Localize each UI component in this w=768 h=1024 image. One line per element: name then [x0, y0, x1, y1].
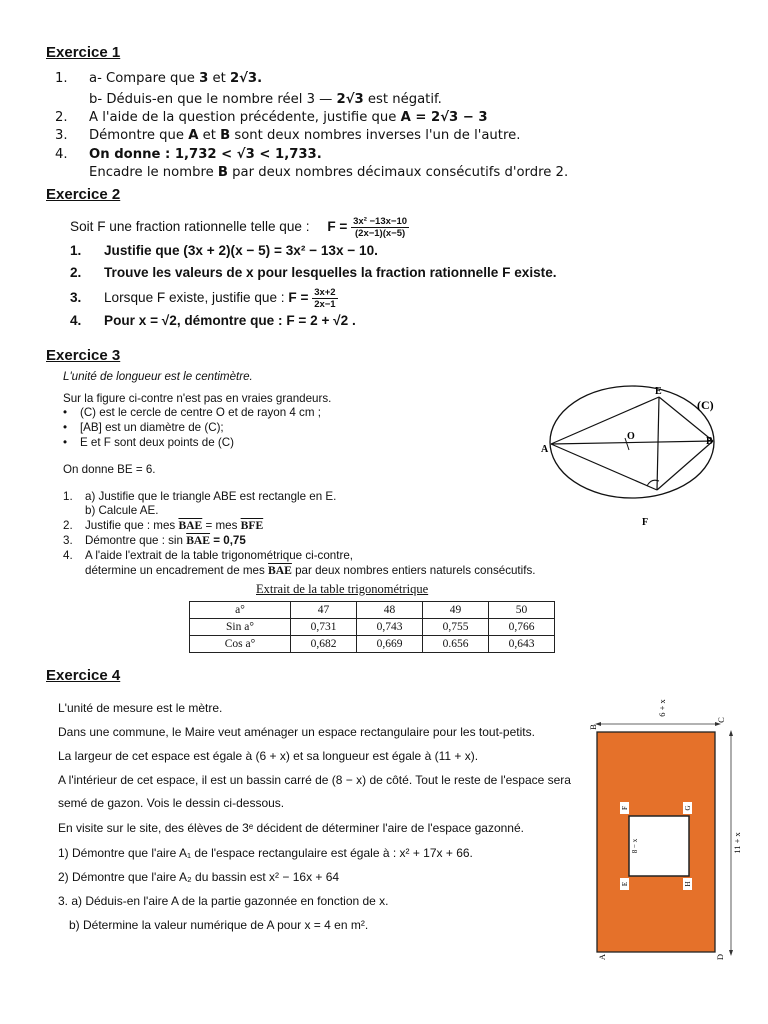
ex2-title: Exercice 2: [46, 186, 121, 203]
ex4-line-1: L'unité de mesure est le mètre.: [58, 701, 223, 715]
trig-table: [189, 601, 555, 653]
segment-af: [551, 444, 657, 490]
ex2-q3: 3. Lorsque F existe, justifie que : F = $\frac{3x+2}{2x-1}$: [70, 287, 336, 310]
label-e: E: [621, 881, 629, 887]
pool-side-label: 8 − x: [631, 838, 639, 854]
ex4-title: Exercice 4: [46, 667, 121, 684]
ex4-q1: 1) Démontre que l'aire A₁ de l'espace rectangulaire est égale à : x² + 17x + 66.: [58, 846, 473, 860]
ex2-fraction: $\frac{\text{3x² −13x−10}}{(2x-1)(x-5)}$: [353, 216, 408, 239]
arrow-up-icon: [729, 730, 733, 736]
label-c: (C): [697, 398, 714, 412]
ex3-q4: 4. A l'aide l'extrait de la table trigonométrique ci-contre,: [63, 549, 354, 562]
segment-ef: [657, 397, 659, 490]
ex3-q4b: détermine un encadrement de mes $\overline{BAE}$ par deux nombres entiers naturels consécutifs.: [85, 564, 536, 577]
ex4-line-5: semé de gazon. Vois le dessin ci-dessous.: [58, 796, 285, 810]
segment-ae: [551, 397, 659, 444]
table-row: Sin a° 0,731 0,743 0,755 0,766: [190, 619, 555, 636]
ex4-line-6: En visite sur le site, des élèves de 3ᵉ décident de déterminer l'aire de l'espace gazonné.: [58, 821, 524, 835]
label-h: H: [684, 881, 692, 887]
label-a: A: [541, 444, 549, 455]
ex3-table-caption: Extrait de la table trigonométrique: [256, 582, 429, 596]
ex4-line-2: Dans une commune, le Maire veut aménager un espace rectangulaire pour les tout-petits.: [58, 725, 535, 739]
label-b: B: [588, 724, 598, 730]
ex3-bullet-3: • E et F sont deux points de (C): [63, 436, 234, 449]
label-o: O: [627, 431, 635, 442]
ex3-bullet-2: • [AB] est un diamètre de (C);: [63, 421, 224, 434]
ex2-q4: 4. Pour x = √2, démontre que : F = 2 + √2 .: [70, 313, 356, 328]
table-row: Cos a° 0,682 0,669 0.656 0,643: [190, 636, 555, 653]
label-f: F: [642, 517, 649, 528]
ex3-given: On donne BE = 6.: [63, 463, 156, 476]
ex1-line-1a: 1. a- Compare que 3 et 2√3.: [55, 71, 263, 86]
label-c: C: [716, 717, 726, 723]
table-row: a° 47 48 49 50: [190, 602, 555, 619]
segment-fb: [657, 441, 713, 490]
ex3-unit: L'unité de longueur est le centimètre.: [63, 370, 253, 383]
ex3-fig-note: Sur la figure ci-contre n'est pas en vraies grandeurs.: [63, 392, 332, 405]
ex3-q3: 3. Démontre que : $\sin \overline{BAE} = 0,75$: [63, 534, 246, 547]
length-label: 11 + x: [732, 832, 742, 854]
label-g: G: [684, 805, 692, 811]
label-d: D: [715, 953, 725, 961]
ex1-line-4b: Encadre le nombre B par deux nombres décimaux consécutifs d'ordre 2.: [89, 165, 569, 180]
ex2-q2: 2. Trouve les valeurs de x pour lesquelles la fraction rationnelle F existe.: [70, 265, 557, 280]
ex4-q3b: b) Détermine la valeur numérique de A pour x = 4 en m².: [69, 918, 369, 932]
garden-figure: [585, 680, 755, 962]
ex3-q1a: 1. a) Justifie que le triangle ABE est rectangle en E.: [63, 490, 337, 503]
ex3-title: Exercice 3: [46, 347, 121, 364]
ex1-line-3: 3. Démontre que A et B sont deux nombres inverses l'un de l'autre.: [55, 128, 521, 143]
ex2-fraction-q3: $\frac{3x+2}{2x-1}$: [314, 287, 336, 310]
label-a: A: [597, 953, 607, 961]
label-e: E: [655, 386, 662, 397]
ex1-line-1b: b- Déduis-en que le nombre réel 3 — 2√3 est négatif.: [89, 92, 442, 107]
arrow-down-icon: [729, 950, 733, 956]
ex2-intro: Soit F une fraction rationnelle telle que : F = $\frac{\text{3x² −13x−10}}{(2x-1)(x-5)}$: [70, 216, 408, 239]
circle-figure: [535, 378, 735, 538]
width-label: 6 + x: [657, 699, 667, 717]
ex2-q1: 1. Justifie que (3x + 2)(x − 5) = 3x² − 13x − 10.: [70, 243, 378, 258]
ex1-line-2: 2. A l'aide de la question précédente, justifie que A = 2√3 − 3: [55, 110, 488, 125]
ex3-bullet-1: • (C) est le cercle de centre O et de rayon 4 cm ;: [63, 406, 321, 419]
ex1-line-4: 4. On donne : 1,732 < √3 < 1,733.: [55, 147, 322, 162]
label-b: B: [706, 436, 713, 447]
label-f: F: [621, 806, 629, 810]
ex4-q2: 2) Démontre que l'aire A₂ du bassin est x² − 16x + 64: [58, 870, 340, 884]
ex1-title: Exercice 1: [46, 44, 121, 61]
ex4-line-4: A l'intérieur de cet espace, il est un bassin carré de (8 − x) de côté. Tout le reste de l'espace sera: [58, 773, 571, 787]
ex3-q1b: b) Calcule AE.: [85, 504, 159, 517]
ex3-q2: 2. Justifie que : mes $\overline{BAE}$ = mes $\overline{BFE}$: [63, 519, 264, 532]
ex4-q3a: 3. a) Déduis-en l'aire A de la partie gazonnée en fonction de x.: [58, 894, 389, 908]
ex4-line-3: La largeur de cet espace est égale à (6 + x) et sa longueur est égale à (11 + x).: [58, 749, 479, 763]
